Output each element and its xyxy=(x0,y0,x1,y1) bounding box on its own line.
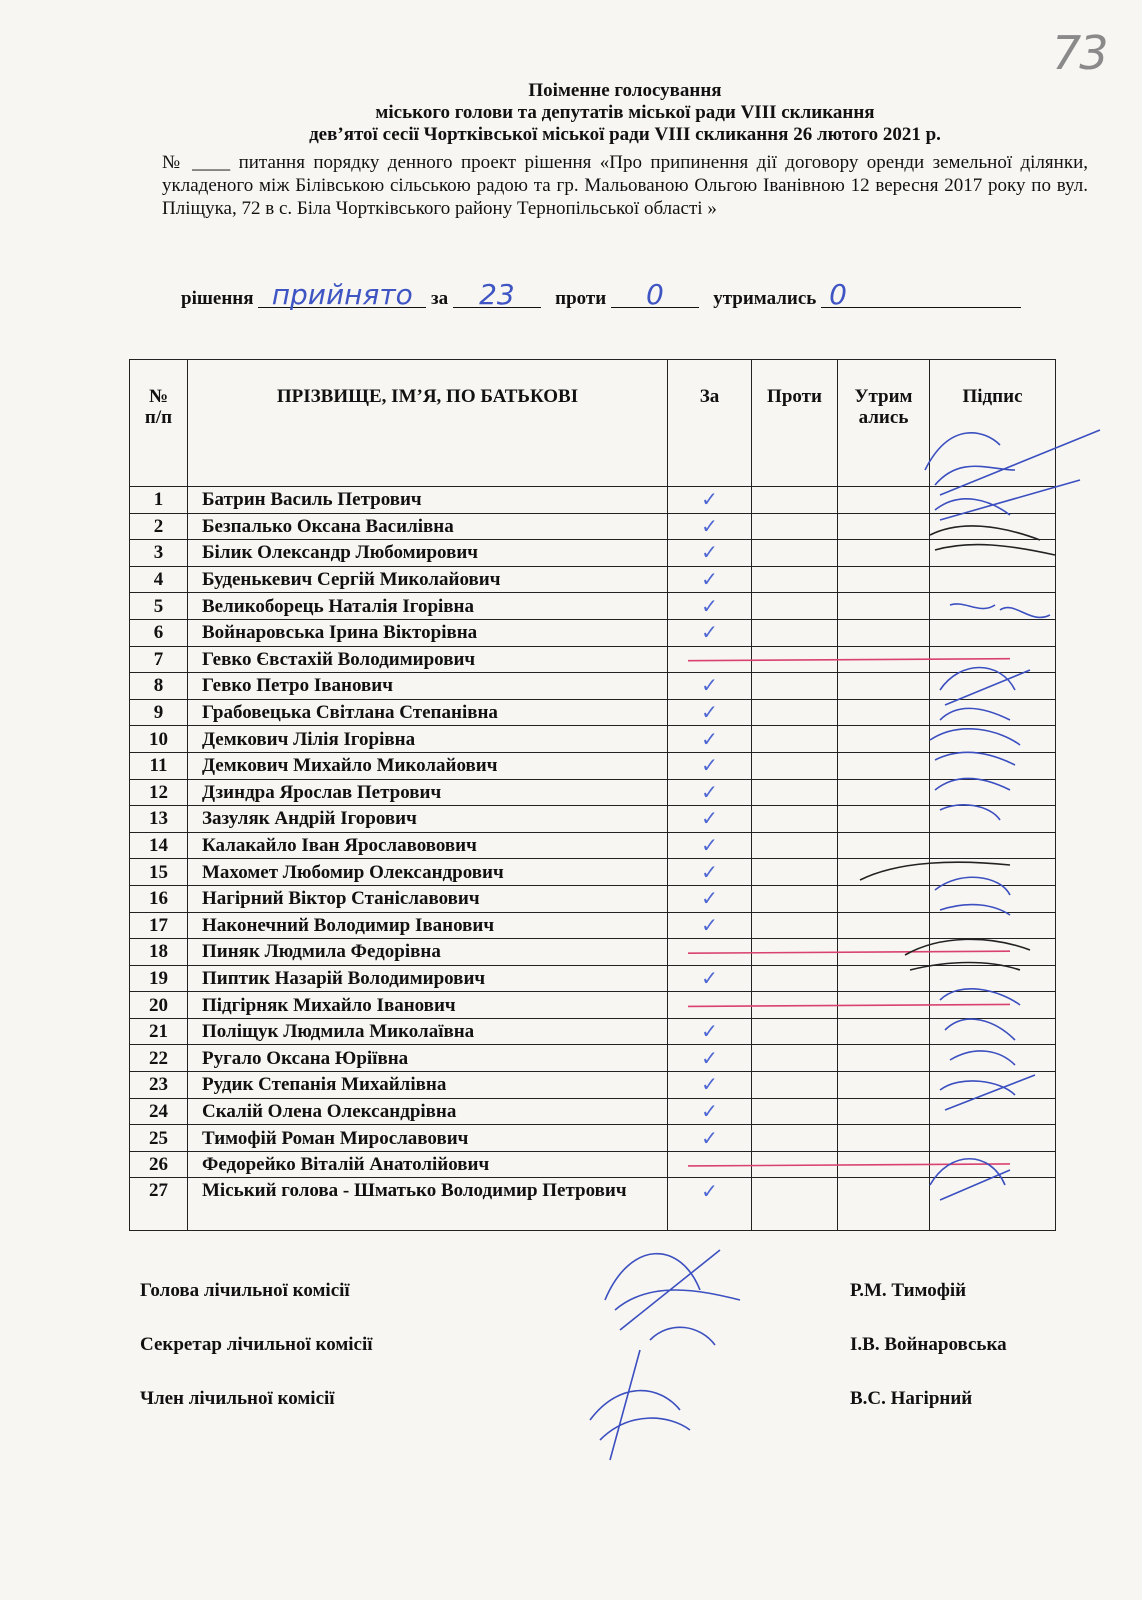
decision-label: рішення xyxy=(181,288,254,309)
row-number: 17 xyxy=(130,912,188,939)
check-mark: ✓ xyxy=(701,673,718,698)
header-session: дев’ятої сесії Чортківської міської ради VIII скликання 26 лютого 2021 р. xyxy=(309,124,941,145)
check-mark: ✓ xyxy=(701,540,718,565)
check-mark: ✓ xyxy=(701,1072,718,1097)
member-name: Тимофій Роман Мирославович xyxy=(188,1125,668,1152)
row-number: 9 xyxy=(130,699,188,726)
check-mark: ✓ xyxy=(701,806,718,831)
member-name: Великоборець Наталія Ігорівна xyxy=(188,593,668,620)
signature-scribble xyxy=(935,778,1010,820)
check-mark: ✓ xyxy=(701,1125,718,1150)
row-number: 15 xyxy=(130,859,188,886)
commission-role: Голова лічильної комісії xyxy=(140,1280,350,1301)
row-number: 11 xyxy=(130,752,188,779)
member-name: Пиптик Назарій Володимирович xyxy=(188,965,668,992)
member-name: Махомет Любомир Олександрович xyxy=(188,859,668,886)
header-title: Поіменне голосування xyxy=(528,80,722,101)
decision-result: прийнято xyxy=(258,283,426,308)
absent-strike-line xyxy=(688,1004,1010,1006)
member-name: Безпалько Оксана Василівна xyxy=(188,513,668,540)
signature-scribble xyxy=(940,989,1020,1065)
header-for: За xyxy=(668,360,752,487)
against-label: проти xyxy=(555,288,607,309)
check-mark: ✓ xyxy=(701,886,718,911)
header-num: № п/п xyxy=(130,360,188,487)
header-subtitle: міського голови та депутатів міської ради VIII скликання xyxy=(375,102,875,123)
header-abstained: Утримались xyxy=(838,360,930,487)
member-name: Гевко Петро Іванович xyxy=(188,673,668,700)
commission-role: Член лічильної комісії xyxy=(140,1388,335,1409)
row-number: 24 xyxy=(130,1098,188,1125)
row-number: 18 xyxy=(130,939,188,966)
member-name: Калакайло Іван Ярославовович xyxy=(188,832,668,859)
signature-scribble xyxy=(925,430,1100,495)
signature-scribble xyxy=(605,1250,740,1330)
check-mark: ✓ xyxy=(701,593,718,618)
row-number: 14 xyxy=(130,832,188,859)
member-name: Білик Олександр Любомирович xyxy=(188,540,668,567)
row-number: 16 xyxy=(130,885,188,912)
signature-scribble xyxy=(905,939,1030,970)
member-name: Федорейко Віталій Анатолійович xyxy=(188,1151,668,1178)
for-count: 23 xyxy=(453,283,541,308)
signature-scribble xyxy=(930,526,1055,555)
check-mark: ✓ xyxy=(701,912,718,937)
signature-scribble xyxy=(650,1327,715,1345)
member-name: Рудик Степанія Михайлівна xyxy=(188,1072,668,1099)
agenda-question: № ____ питання порядку денного проект рішення «Про припинення дії договору оренди земельної ділянки, укладеного між Білівською сільською радою та гр. Мальованою Ольгою Іванівною 12 вересня 2017 року по вул. Пліщука, 72 в с. Біла Чортківського району Тернопільської області » xyxy=(162,152,1088,219)
header-against: Проти xyxy=(752,360,838,487)
member-name: Демкович Лілія Ігорівна xyxy=(188,726,668,753)
check-mark: ✓ xyxy=(701,726,718,751)
signature-scribble xyxy=(590,1350,690,1460)
row-number: 27 xyxy=(130,1178,188,1231)
check-mark: ✓ xyxy=(701,513,718,538)
row-number: 2 xyxy=(130,513,188,540)
member-name: Дзиндра Ярослав Петрович xyxy=(188,779,668,806)
check-mark: ✓ xyxy=(701,833,718,858)
signature-scribble xyxy=(940,1075,1035,1110)
member-name: Поліщук Людмила Миколаївна xyxy=(188,1018,668,1045)
member-name: Буденькевич Сергій Миколайович xyxy=(188,566,668,593)
abstained-label: утримались xyxy=(713,288,817,309)
signature-scribble xyxy=(930,729,1020,765)
member-name: Ругало Оксана Юріївна xyxy=(188,1045,668,1072)
absent-strike-line xyxy=(688,951,1010,953)
row-number: 3 xyxy=(130,540,188,567)
header-name: ПРІЗВИЩЕ, ІМ’Я, ПО БАТЬКОВІ xyxy=(188,360,668,487)
check-mark: ✓ xyxy=(701,487,718,512)
commission-member-name: І.В. Войнаровська xyxy=(850,1334,1007,1355)
signature-scribble xyxy=(935,480,1080,520)
row-number: 13 xyxy=(130,806,188,833)
absent-strike-line xyxy=(688,659,1010,661)
row-number: 7 xyxy=(130,646,188,673)
row-number: 20 xyxy=(130,992,188,1019)
member-name: Войнаровська Ірина Вікторівна xyxy=(188,619,668,646)
row-number: 4 xyxy=(130,566,188,593)
check-mark: ✓ xyxy=(701,620,718,645)
member-name: Скалій Олена Олександрівна xyxy=(188,1098,668,1125)
commission-member-name: Р.М. Тимофій xyxy=(850,1280,967,1301)
check-mark: ✓ xyxy=(701,1045,718,1070)
check-mark: ✓ xyxy=(701,1019,718,1044)
row-number: 25 xyxy=(130,1125,188,1152)
absent-strike-lines xyxy=(688,659,1010,1166)
abstained-count: 0 xyxy=(821,283,1021,308)
member-name: Підгірняк Михайло Іванович xyxy=(188,992,668,1019)
member-name: Зазуляк Андрій Ігорович xyxy=(188,806,668,833)
check-mark: ✓ xyxy=(701,753,718,778)
check-mark: ✓ xyxy=(701,965,718,990)
absent-strike-line xyxy=(688,1164,1010,1166)
row-number: 19 xyxy=(130,965,188,992)
member-name: Наконечний Володимир Іванович xyxy=(188,912,668,939)
row-number: 10 xyxy=(130,726,188,753)
member-name: Грабовецька Світлана Степанівна xyxy=(188,699,668,726)
signature-scribble xyxy=(860,862,1010,880)
row-number: 23 xyxy=(130,1072,188,1099)
row-number: 22 xyxy=(130,1045,188,1072)
header-signature: Підпис xyxy=(930,360,1056,487)
member-name: Нагірний Віктор Станіславович xyxy=(188,885,668,912)
member-name: Пиняк Людмила Федорівна xyxy=(188,939,668,966)
against-count: 0 xyxy=(611,283,699,308)
check-mark: ✓ xyxy=(701,1098,718,1123)
row-number: 1 xyxy=(130,487,188,514)
row-number: 5 xyxy=(130,593,188,620)
row-number: 8 xyxy=(130,673,188,700)
commission-role: Секретар лічильної комісії xyxy=(140,1334,373,1355)
check-mark: ✓ xyxy=(701,567,718,592)
row-number: 21 xyxy=(130,1018,188,1045)
row-number: 26 xyxy=(130,1151,188,1178)
check-mark: ✓ xyxy=(701,859,718,884)
check-mark: ✓ xyxy=(701,779,718,804)
page-number: 73 xyxy=(1052,26,1107,80)
check-mark: ✓ xyxy=(701,1179,718,1204)
member-name: Демкович Михайло Миколайович xyxy=(188,752,668,779)
signature-scribble xyxy=(940,668,1030,721)
commission-member-name: В.С. Нагірний xyxy=(850,1388,973,1409)
for-label: за xyxy=(431,288,449,309)
signature-scribble xyxy=(935,877,1010,915)
member-name: Гевко Євстахій Володимирович xyxy=(188,646,668,673)
row-number: 6 xyxy=(130,619,188,646)
member-signatures xyxy=(860,430,1100,1200)
member-name: Батрин Василь Петрович xyxy=(188,487,668,514)
signature-scribble xyxy=(950,604,1050,617)
commission-signatures xyxy=(590,1250,740,1460)
check-mark: ✓ xyxy=(701,700,718,725)
row-number: 12 xyxy=(130,779,188,806)
member-name: Міський голова - Шматько Володимир Петрович xyxy=(188,1178,668,1231)
